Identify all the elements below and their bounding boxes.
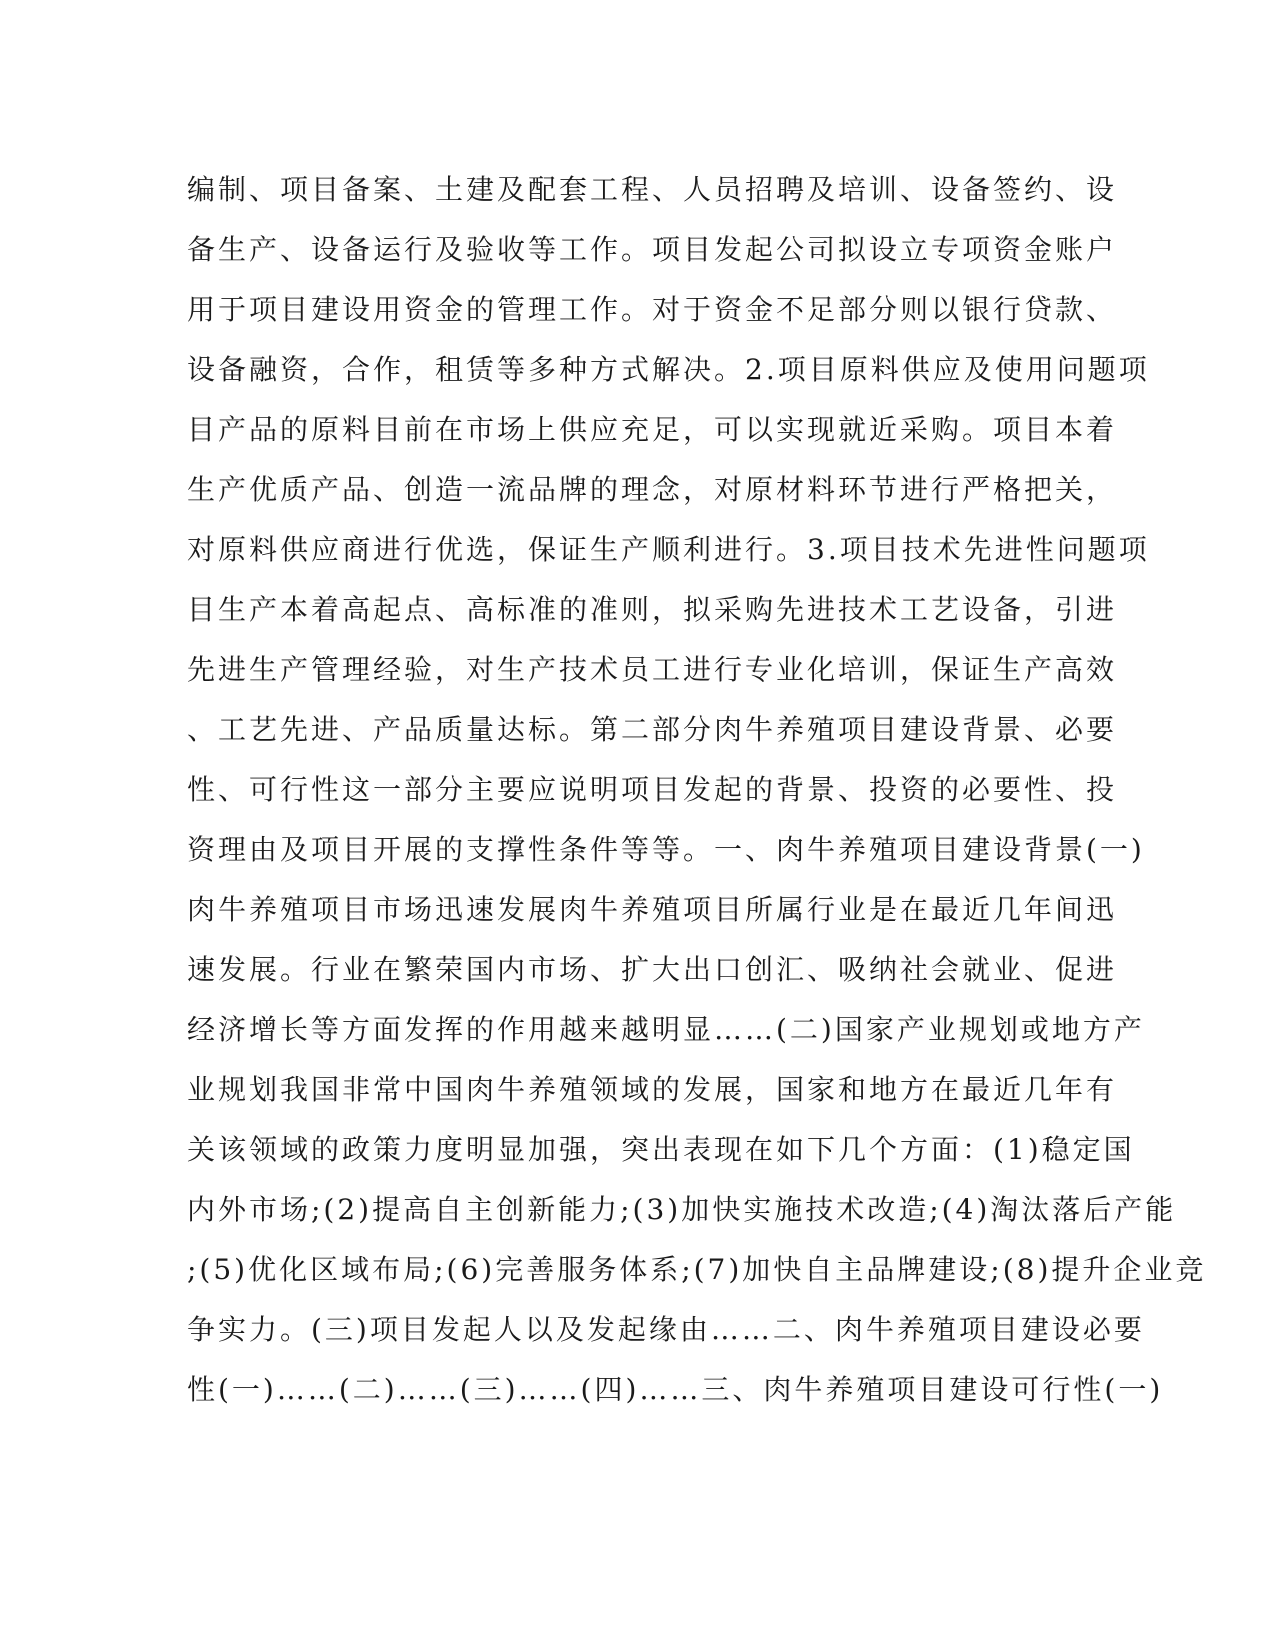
text-line: 关该领域的政策力度明显加强，突出表现在如下几个方面：(1)稳定国 [187,1133,1135,1166]
text-line: 目产品的原料目前在市场上供应充足，可以实现就近采购。项目本着 [187,413,1118,446]
text-line: 内外市场;(2)提高自主创新能力;(3)加快实施技术改造;(4)淘汰落后产能 [187,1193,1177,1226]
body-text [187,160,1207,1420]
text-line: 目生产本着高起点、高标准的准则，拟采购先进技术工艺设备，引进 [187,593,1118,626]
text-line: 性(一)……(二)……(三)……(四)……三、肉牛养殖项目建设可行性(一) [187,1373,1164,1406]
text-line: 编制、项目备案、土建及配套工程、人员招聘及培训、设备签约、设 [187,173,1118,206]
text-line: 用于项目建设用资金的管理工作。对于资金不足部分则以银行贷款、 [187,293,1118,326]
text-line: 资理由及项目开展的支撑性条件等等。一、肉牛养殖项目建设背景(一) [187,833,1145,866]
text-line: 争实力。(三)项目发起人以及发起缘由……二、肉牛养殖项目建设必要 [187,1313,1145,1346]
text-line: 设备融资，合作，租赁等多种方式解决。2.项目原料供应及使用问题项 [187,353,1150,386]
text-line: 备生产、设备运行及验收等工作。项目发起公司拟设立专项资金账户 [187,233,1118,266]
text-line: 生产优质产品、创造一流品牌的理念，对原材料环节进行严格把关， [187,473,1118,506]
text-line: 肉牛养殖项目市场迅速发展肉牛养殖项目所属行业是在最近几年间迅 [187,893,1118,926]
text-line: 业规划我国非常中国肉牛养殖领域的发展，国家和地方在最近几年有 [187,1073,1118,1106]
text-line: 对原料供应商进行优选，保证生产顺利进行。3.项目技术先进性问题项 [187,533,1150,566]
text-line: ;(5)优化区域布局;(6)完善服务体系;(7)加快自主品牌建设;(8)提升企业竞 [187,1253,1207,1286]
text-line: 先进生产管理经验，对生产技术员工进行专业化培训，保证生产高效 [187,653,1118,686]
text-line: 性、可行性这一部分主要应说明项目发起的背景、投资的必要性、投 [187,773,1118,806]
text-line: 、工艺先进、产品质量达标。第二部分肉牛养殖项目建设背景、必要 [187,713,1118,746]
text-line: 经济增长等方面发挥的作用越来越明显……(二)国家产业规划或地方产 [187,1013,1145,1046]
text-line: 速发展。行业在繁荣国内市场、扩大出口创汇、吸纳社会就业、促进 [187,953,1118,986]
